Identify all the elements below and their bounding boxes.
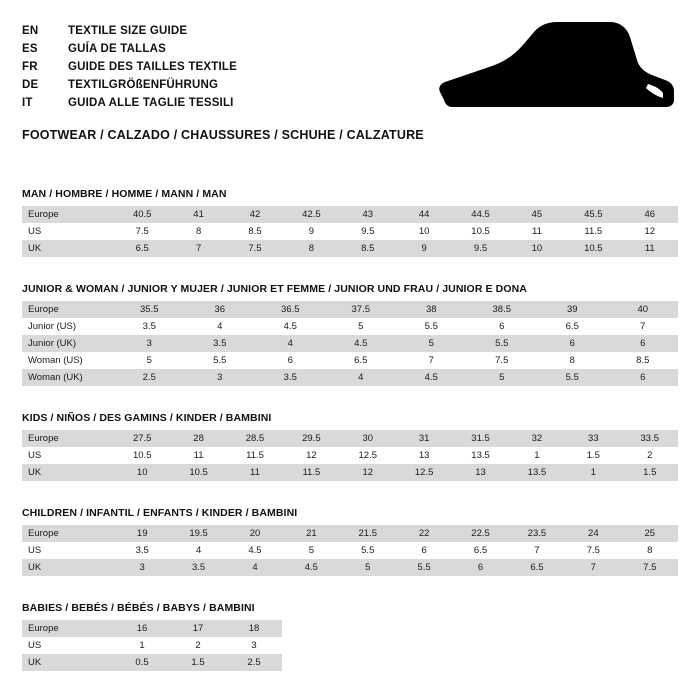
language-row (22, 96, 237, 111)
table-row (22, 223, 678, 240)
cell: 2.5 (114, 369, 185, 386)
cell: 9.5 (340, 223, 396, 240)
row-label: UK (22, 464, 114, 481)
cell: 6 (608, 335, 679, 352)
cell: 21.5 (340, 525, 396, 542)
row-label: Europe (22, 430, 114, 447)
cell: 12 (283, 447, 339, 464)
cell: 5.5 (537, 369, 608, 386)
cell: 10.5 (565, 240, 621, 257)
section-children (22, 507, 678, 576)
cell: 3 (114, 559, 170, 576)
cell: 11.5 (565, 223, 621, 240)
cell: 44 (396, 206, 452, 223)
cell: 7.5 (114, 223, 170, 240)
cell: 8.5 (608, 352, 679, 369)
cell: 8 (537, 352, 608, 369)
cell: 5 (340, 559, 396, 576)
row-label: US (22, 447, 114, 464)
cell: 21 (283, 525, 339, 542)
cell: 6.5 (114, 240, 170, 257)
cell: 32 (509, 430, 565, 447)
cell: 6 (452, 559, 508, 576)
cell: 7 (509, 542, 565, 559)
cell: 1 (114, 637, 170, 654)
cell: 45 (509, 206, 565, 223)
cell: 7 (396, 352, 467, 369)
cell: 6.5 (537, 318, 608, 335)
cell: 23.5 (509, 525, 565, 542)
cell: 44.5 (452, 206, 508, 223)
table-row (22, 318, 678, 335)
cell: 28.5 (227, 430, 283, 447)
row-label: Woman (UK) (22, 369, 114, 386)
cell: 4 (170, 542, 226, 559)
table-row (22, 430, 678, 447)
cell: 0.5 (114, 654, 170, 671)
size-table-kids (22, 430, 678, 481)
cell: 11 (227, 464, 283, 481)
cell: 36.5 (255, 301, 326, 318)
cell: 5.5 (396, 559, 452, 576)
cell: 5.5 (340, 542, 396, 559)
section-kids (22, 412, 678, 481)
cell: 5 (114, 352, 185, 369)
cell: 7.5 (467, 352, 538, 369)
cell: 4.5 (326, 335, 397, 352)
language-row (22, 60, 237, 75)
section-title: MAN / HOMBRE / HOMME / MANN / MAN (22, 188, 227, 200)
cell: 4.5 (255, 318, 326, 335)
cell: 40.5 (114, 206, 170, 223)
cell: 33.5 (622, 430, 678, 447)
cell: 5.5 (467, 335, 538, 352)
cell: 3.5 (255, 369, 326, 386)
cell: 4.5 (227, 542, 283, 559)
table-row (22, 447, 678, 464)
cell: 31 (396, 430, 452, 447)
cell: 8 (622, 542, 678, 559)
cell: 9 (396, 240, 452, 257)
cell: 20 (227, 525, 283, 542)
language-title: TEXTILGRÖßENFÜHRUNG (68, 79, 219, 91)
cell: 16 (114, 620, 170, 637)
row-label: US (22, 542, 114, 559)
cell: 5 (326, 318, 397, 335)
cell: 2 (622, 447, 678, 464)
language-code: IT (22, 97, 33, 109)
cell: 10 (114, 464, 170, 481)
cell: 18 (226, 620, 282, 637)
cell: 17 (170, 620, 226, 637)
language-code: ES (22, 43, 38, 55)
cell: 8 (283, 240, 339, 257)
cell: 42.5 (283, 206, 339, 223)
row-label: US (22, 637, 114, 654)
cell: 9 (283, 223, 339, 240)
language-code: DE (22, 79, 39, 91)
cell: 42 (227, 206, 283, 223)
cell: 3 (226, 637, 282, 654)
cell: 37.5 (326, 301, 397, 318)
cell: 8.5 (227, 223, 283, 240)
table-row (22, 559, 678, 576)
row-label: Junior (US) (22, 318, 114, 335)
cell: 11 (509, 223, 565, 240)
cell: 11 (622, 240, 678, 257)
cell: 7 (565, 559, 621, 576)
language-title: GUIDE DES TAILLES TEXTILE (68, 61, 237, 73)
cell: 1 (565, 464, 621, 481)
cell: 19 (114, 525, 170, 542)
cell: 7.5 (565, 542, 621, 559)
cell: 12.5 (396, 464, 452, 481)
cell: 5 (467, 369, 538, 386)
cell: 9.5 (452, 240, 508, 257)
cell: 5.5 (185, 352, 256, 369)
cell: 6.5 (509, 559, 565, 576)
cell: 3.5 (185, 335, 256, 352)
cell: 3 (114, 335, 185, 352)
table-row (22, 637, 282, 654)
cell: 33 (565, 430, 621, 447)
row-label: Woman (US) (22, 352, 114, 369)
cell: 30 (340, 430, 396, 447)
cell: 3.5 (170, 559, 226, 576)
page-header (22, 22, 678, 114)
cell: 10 (396, 223, 452, 240)
cell: 13.5 (452, 447, 508, 464)
language-title: GUIDA ALLE TAGLIE TESSILI (68, 97, 234, 109)
cell: 12 (622, 223, 678, 240)
cell: 5 (283, 542, 339, 559)
cell: 13 (396, 447, 452, 464)
cell: 6 (396, 542, 452, 559)
cell: 35.5 (114, 301, 185, 318)
cell: 41 (170, 206, 226, 223)
table-row (22, 335, 678, 352)
cell: 6 (608, 369, 679, 386)
cell: 6 (467, 318, 538, 335)
table-row (22, 206, 678, 223)
table-row (22, 542, 678, 559)
cell: 10.5 (170, 464, 226, 481)
cell: 29.5 (283, 430, 339, 447)
cell: 1.5 (565, 447, 621, 464)
cell: 4.5 (396, 369, 467, 386)
cell: 38 (396, 301, 467, 318)
cell: 25 (622, 525, 678, 542)
cell: 43 (340, 206, 396, 223)
cell: 4 (227, 559, 283, 576)
language-code: FR (22, 61, 38, 73)
cell: 2 (170, 637, 226, 654)
row-label: UK (22, 654, 114, 671)
cell: 10 (509, 240, 565, 257)
cell: 4 (255, 335, 326, 352)
cell: 7.5 (227, 240, 283, 257)
cell: 31.5 (452, 430, 508, 447)
language-title: GUÍA DE TALLAS (68, 43, 166, 55)
cell: 13.5 (509, 464, 565, 481)
cell: 13 (452, 464, 508, 481)
language-list (22, 22, 237, 111)
cell: 7.5 (622, 559, 678, 576)
cell: 45.5 (565, 206, 621, 223)
row-label: Europe (22, 525, 114, 542)
cell: 24 (565, 525, 621, 542)
cell: 12 (340, 464, 396, 481)
cell: 27.5 (114, 430, 170, 447)
section-title: BABIES / BEBÉS / BÉBÉS / BABYS / BAMBINI (22, 602, 255, 614)
table-row (22, 240, 678, 257)
cell: 36 (185, 301, 256, 318)
cell: 4 (326, 369, 397, 386)
section-title: KIDS / NIÑOS / DES GAMINS / KINDER / BAMBINI (22, 412, 272, 424)
table-row (22, 654, 282, 671)
table-row (22, 301, 678, 318)
section-man (22, 188, 678, 257)
cell: 4 (185, 318, 256, 335)
language-code: EN (22, 25, 39, 37)
cell: 5 (396, 335, 467, 352)
size-table-babies (22, 620, 282, 671)
language-row (22, 42, 237, 57)
table-row (22, 369, 678, 386)
cell: 6 (537, 335, 608, 352)
cell: 2.5 (226, 654, 282, 671)
cell: 38.5 (467, 301, 538, 318)
cell: 3.5 (114, 542, 170, 559)
cell: 1 (509, 447, 565, 464)
cell: 7 (608, 318, 679, 335)
cell: 19.5 (170, 525, 226, 542)
size-table-junior-woman (22, 301, 678, 386)
section-title: JUNIOR & WOMAN / JUNIOR Y MUJER / JUNIOR ET FEMME / JUNIOR UND FRAU / JUNIOR E DONA (22, 283, 527, 295)
cell: 3 (185, 369, 256, 386)
cell: 6.5 (326, 352, 397, 369)
cell: 11 (170, 447, 226, 464)
size-table-children (22, 525, 678, 576)
cell: 10.5 (452, 223, 508, 240)
cell: 22.5 (452, 525, 508, 542)
table-row (22, 464, 678, 481)
cell: 11.5 (283, 464, 339, 481)
cell: 40 (608, 301, 679, 318)
language-row (22, 24, 237, 39)
row-label: Junior (UK) (22, 335, 114, 352)
row-label: Europe (22, 620, 114, 637)
cell: 12.5 (340, 447, 396, 464)
row-label: Europe (22, 206, 114, 223)
section-babies (22, 602, 678, 671)
cell: 11.5 (227, 447, 283, 464)
category-title: FOOTWEAR / CALZADO / CHAUSSURES / SCHUHE / CALZATURE (22, 128, 424, 142)
dress-shoe-icon (434, 22, 674, 114)
row-label: UK (22, 559, 114, 576)
cell: 46 (622, 206, 678, 223)
section-title: CHILDREN / INFANTIL / ENFANTS / KINDER / BAMBINI (22, 507, 298, 519)
cell: 10.5 (114, 447, 170, 464)
row-label: UK (22, 240, 114, 257)
cell: 7 (170, 240, 226, 257)
cell: 1.5 (622, 464, 678, 481)
cell: 5.5 (396, 318, 467, 335)
table-row (22, 620, 282, 637)
table-row (22, 352, 678, 369)
section-junior-woman (22, 283, 678, 386)
cell: 8 (170, 223, 226, 240)
cell: 3.5 (114, 318, 185, 335)
cell: 22 (396, 525, 452, 542)
cell: 1.5 (170, 654, 226, 671)
cell: 6.5 (452, 542, 508, 559)
cell: 39 (537, 301, 608, 318)
row-label: US (22, 223, 114, 240)
language-row (22, 78, 237, 93)
cell: 4.5 (283, 559, 339, 576)
cell: 28 (170, 430, 226, 447)
cell: 8.5 (340, 240, 396, 257)
cell: 6 (255, 352, 326, 369)
row-label: Europe (22, 301, 114, 318)
language-title: TEXTILE SIZE GUIDE (68, 25, 188, 37)
size-table-man (22, 206, 678, 257)
table-row (22, 525, 678, 542)
